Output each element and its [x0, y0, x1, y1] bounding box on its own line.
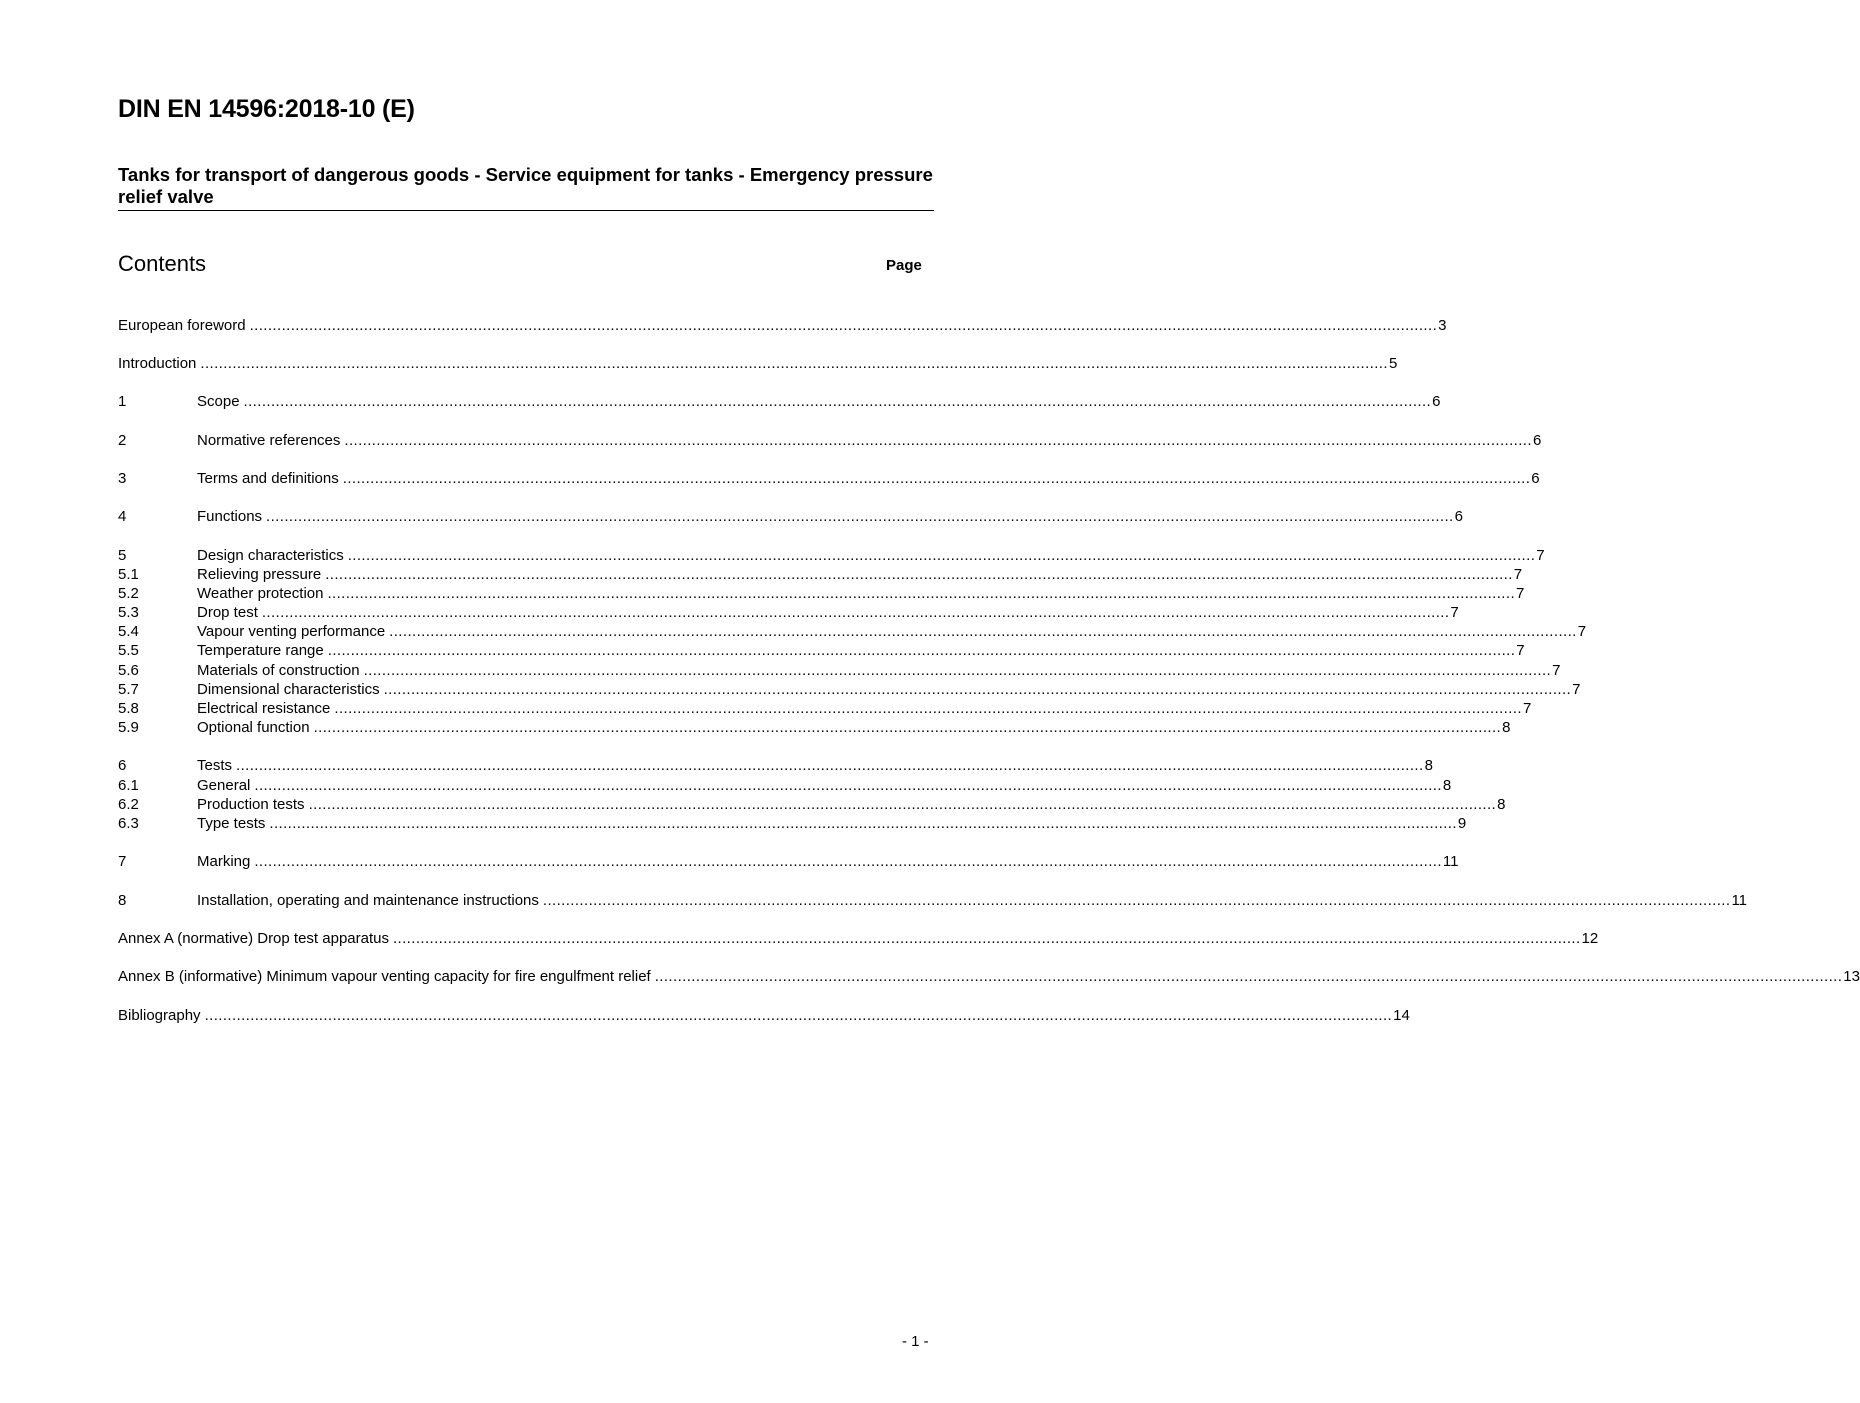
toc-entry-number: 5.2 [118, 585, 139, 602]
toc-entry-page: 7 [1516, 642, 1525, 659]
toc-entry-title: Weather protection [197, 585, 324, 602]
toc-dot-leader: .................................................................................................................................................................................................................................................................... [269, 815, 1457, 832]
toc-entry-number: 5 [118, 547, 127, 564]
toc-entry-page: 6 [1454, 508, 1463, 525]
toc-dot-leader: .................................................................................................................................................................................................................................................................... [236, 757, 1424, 774]
toc-entry[interactable] [118, 565, 1523, 584]
toc-entry-page: 7 [1522, 700, 1532, 717]
toc-entry[interactable] [118, 431, 1542, 450]
toc-entry-title: European foreword [118, 317, 246, 334]
toc-entry[interactable] [118, 795, 1506, 814]
toc-entry-title: Vapour venting performance [197, 623, 386, 640]
toc-entry-title: Tests [197, 757, 233, 774]
toc-entry[interactable] [118, 891, 1748, 910]
document-title: Tanks for transport of dangerous goods - Service equipment for tanks - Emergency pressure relief valve [118, 164, 933, 207]
toc-dot-leader: .................................................................................................................................................................................................................................................................... [389, 623, 1577, 640]
toc-entry[interactable] [118, 929, 1599, 948]
toc-dot-leader: .................................................................................................................................................................................................................................................................... [392, 930, 1581, 947]
toc-entry[interactable] [118, 967, 1860, 986]
toc-entry-number: 5.9 [118, 719, 139, 736]
toc-entry[interactable] [118, 699, 1532, 718]
toc-entry-title: Type tests [197, 815, 266, 832]
toc-dot-leader: .................................................................................................................................................................................................................................................................... [383, 681, 1572, 698]
toc-dot-leader: .................................................................................................................................................................................................................................................................... [261, 604, 1450, 621]
toc-entry[interactable] [118, 546, 1545, 565]
toc-entry-number: 2 [118, 432, 127, 449]
toc-entry-page: 12 [1581, 930, 1599, 947]
toc-entry-page: 7 [1577, 623, 1587, 640]
toc-dot-leader: .................................................................................................................................................................................................................................................................... [243, 393, 1432, 410]
toc-dot-leader: .................................................................................................................................................................................................................................................................... [308, 796, 1497, 813]
page-number: - 1 - [902, 1333, 929, 1350]
toc-dot-leader: .................................................................................................................................................................................................................................................................... [334, 700, 1522, 717]
toc-entry-title: Design characteristics [197, 547, 344, 564]
toc-entry-title: Installation, operating and maintenance instructions [197, 892, 539, 909]
document-id: DIN EN 14596:2018-10 (E) [118, 95, 415, 123]
toc-entry[interactable] [118, 680, 1581, 699]
toc-entry-number: 8 [118, 892, 127, 909]
toc-entry-title: Annex B (informative) Minimum vapour venting capacity for fire engulfment relief [118, 968, 651, 985]
toc-entry[interactable] [118, 507, 1463, 526]
title-divider [118, 210, 934, 211]
toc-entry-number: 5.7 [118, 681, 139, 698]
toc-dot-leader: .................................................................................................................................................................................................................................................................... [327, 585, 1516, 602]
toc-entry-number: 1 [118, 393, 127, 410]
toc-entry-title: Normative references [197, 432, 341, 449]
toc-entry-title: Electrical resistance [197, 700, 331, 717]
toc-entry-page: 8 [1442, 777, 1452, 794]
toc-dot-leader: .................................................................................................................................................................................................................................................................... [344, 432, 1532, 449]
toc-entry[interactable] [118, 584, 1525, 603]
toc-entry-title: Marking [197, 853, 251, 870]
toc-dot-leader: .................................................................................................................................................................................................................................................................... [266, 508, 1454, 525]
toc-entry-page: 7 [1513, 566, 1523, 583]
toc-entry-title: General [197, 777, 251, 794]
toc-entry-page: 13 [1843, 968, 1860, 985]
toc-entry-number: 6.2 [118, 796, 139, 813]
toc-dot-leader: .................................................................................................................................................................................................................................................................... [249, 317, 1438, 334]
toc-entry-number: 5.1 [118, 566, 139, 583]
toc-entry-page: 9 [1457, 815, 1467, 832]
toc-dot-leader: .................................................................................................................................................................................................................................................................... [313, 719, 1502, 736]
toc-dot-leader: .................................................................................................................................................................................................................................................................... [325, 566, 1513, 583]
toc-entry[interactable] [118, 622, 1587, 641]
toc-entry[interactable] [118, 641, 1525, 660]
toc-entry[interactable] [118, 316, 1447, 335]
toc-dot-leader: .................................................................................................................................................................................................................................................................... [254, 777, 1442, 794]
toc-entry-number: 5.6 [118, 662, 139, 679]
toc-entry-page: 8 [1497, 796, 1506, 813]
toc-entry-page: 14 [1393, 1007, 1410, 1024]
toc-entry-page: 6 [1432, 393, 1441, 410]
toc-entry-number: 6.3 [118, 815, 139, 832]
toc-entry[interactable] [118, 661, 1561, 680]
toc-entry[interactable] [118, 718, 1511, 737]
toc-entry-title: Introduction [118, 355, 197, 372]
toc-entry-page: 8 [1502, 719, 1511, 736]
toc-entry[interactable] [118, 814, 1467, 833]
toc-dot-leader: .................................................................................................................................................................................................................................................................... [200, 355, 1388, 372]
toc-entry-number: 5.4 [118, 623, 139, 640]
toc-entry[interactable] [118, 756, 1433, 775]
toc-entry-title: Relieving pressure [197, 566, 322, 583]
toc-entry-page: 7 [1552, 662, 1561, 679]
toc-dot-leader: .................................................................................................................................................................................................................................................................... [342, 470, 1531, 487]
toc-entry-title: Temperature range [197, 642, 324, 659]
toc-entry-page: 6 [1532, 432, 1542, 449]
toc-entry-page: 8 [1424, 757, 1433, 774]
contents-heading: Contents [118, 251, 207, 276]
toc-dot-leader: .................................................................................................................................................................................................................................................................... [254, 853, 1442, 870]
toc-entry-number: 3 [118, 470, 127, 487]
toc-entry-page: 6 [1531, 470, 1540, 487]
toc-entry-title: Scope [197, 393, 240, 410]
toc-entry[interactable] [118, 469, 1540, 488]
toc-entry-title: Terms and definitions [197, 470, 339, 487]
toc-entry-page: 5 [1388, 355, 1398, 372]
toc-entry[interactable] [118, 603, 1459, 622]
toc-entry-page: 3 [1438, 317, 1447, 334]
toc-dot-leader: .................................................................................................................................................................................................................................................................... [542, 892, 1731, 909]
toc-entry-number: 6.1 [118, 777, 139, 794]
toc-entry[interactable] [118, 1006, 1410, 1025]
toc-entry-title: Drop test [197, 604, 258, 621]
toc-entry-number: 6 [118, 757, 127, 774]
toc-entry-page: 7 [1572, 681, 1581, 698]
page-column-label: Page [886, 257, 922, 274]
toc-dot-leader: .................................................................................................................................................................................................................................................................... [204, 1007, 1393, 1024]
toc-entry-number: 4 [118, 508, 127, 525]
toc-entry-title: Production tests [197, 796, 305, 813]
toc-entry-page: 11 [1442, 853, 1459, 870]
toc-entry-number: 5.5 [118, 642, 139, 659]
toc-entry-title: Dimensional characteristics [197, 681, 380, 698]
toc-entry[interactable] [118, 354, 1398, 373]
toc-entry-title: Materials of construction [197, 662, 360, 679]
toc-entry-page: 7 [1516, 585, 1525, 602]
toc-dot-leader: .................................................................................................................................................................................................................................................................... [654, 968, 1843, 985]
toc-entry[interactable] [118, 392, 1441, 411]
toc-dot-leader: .................................................................................................................................................................................................................................................................... [327, 642, 1516, 659]
toc-entry[interactable] [118, 776, 1452, 795]
toc-entry[interactable] [118, 852, 1459, 871]
toc-entry-number: 7 [118, 853, 127, 870]
toc-entry-title: Bibliography [118, 1007, 201, 1024]
toc-dot-leader: .................................................................................................................................................................................................................................................................... [347, 547, 1536, 564]
toc-dot-leader: .................................................................................................................................................................................................................................................................... [363, 662, 1552, 679]
toc-entry-page: 7 [1450, 604, 1459, 621]
toc-entry-title: Functions [197, 508, 263, 525]
toc-entry-title: Annex A (normative) Drop test apparatus [118, 930, 389, 947]
toc-entry-page: 7 [1536, 547, 1545, 564]
toc-entry-title: Optional function [197, 719, 310, 736]
toc-entry-page: 11 [1731, 892, 1748, 909]
toc-entry-number: 5.3 [118, 604, 139, 621]
toc-entry-number: 5.8 [118, 700, 139, 717]
